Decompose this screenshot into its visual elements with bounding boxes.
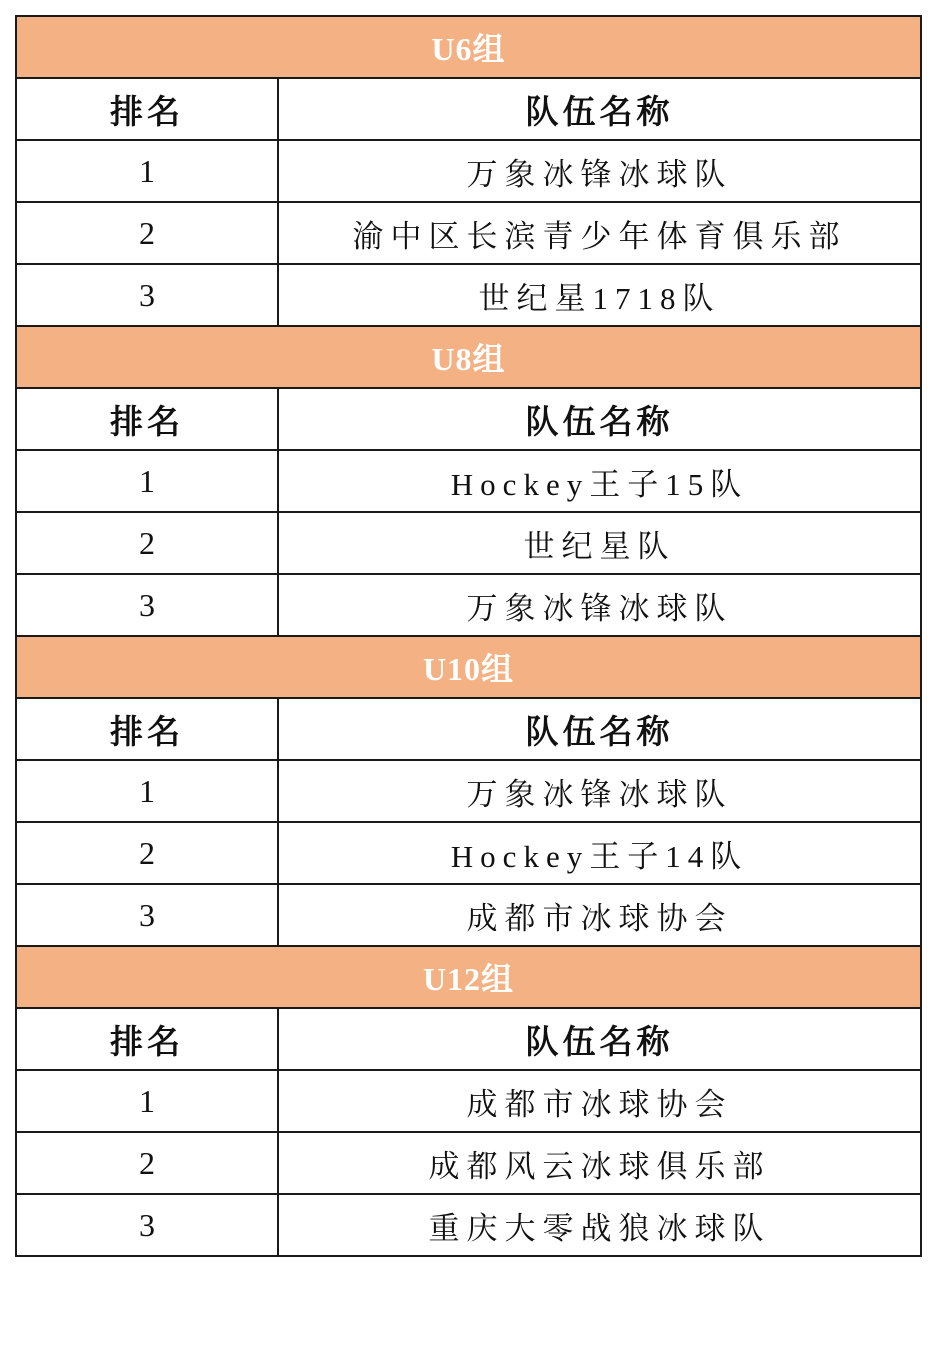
table-row [16, 202, 921, 264]
team-cell: 世纪星队 [278, 512, 921, 574]
group-header-row [16, 946, 921, 1008]
rank-column-header: 排名 [16, 698, 278, 760]
rank-cell: 3 [16, 884, 278, 946]
rank-column-header: 排名 [16, 388, 278, 450]
team-column-header: 队伍名称 [278, 1008, 921, 1070]
rank-cell: 2 [16, 1132, 278, 1194]
team-cell: 渝中区长滨青少年体育俱乐部 [278, 202, 921, 264]
rank-cell: 2 [16, 822, 278, 884]
table-row [16, 512, 921, 574]
rank-cell: 3 [16, 1194, 278, 1256]
group-title: U6组 [16, 16, 921, 78]
table-row [16, 264, 921, 326]
rank-column-header: 排名 [16, 78, 278, 140]
rank-cell: 2 [16, 202, 278, 264]
table-row [16, 1070, 921, 1132]
table-row [16, 760, 921, 822]
group-title: U12组 [16, 946, 921, 1008]
rank-cell: 3 [16, 264, 278, 326]
table-row [16, 450, 921, 512]
table-row [16, 574, 921, 636]
group-title: U8组 [16, 326, 921, 388]
group-header-row [16, 326, 921, 388]
team-cell: 成都风云冰球俱乐部 [278, 1132, 921, 1194]
rank-cell: 1 [16, 1070, 278, 1132]
table-row [16, 884, 921, 946]
team-cell: Hockey王子15队 [278, 450, 921, 512]
team-cell: 万象冰锋冰球队 [278, 760, 921, 822]
team-cell: 万象冰锋冰球队 [278, 574, 921, 636]
group-header-row [16, 636, 921, 698]
team-cell: 世纪星1718队 [278, 264, 921, 326]
group-title: U10组 [16, 636, 921, 698]
column-header-row [16, 1008, 921, 1070]
group-header-row [16, 16, 921, 78]
table-row [16, 1132, 921, 1194]
team-cell: 万象冰锋冰球队 [278, 140, 921, 202]
team-cell: Hockey王子14队 [278, 822, 921, 884]
team-column-header: 队伍名称 [278, 388, 921, 450]
team-cell: 成都市冰球协会 [278, 1070, 921, 1132]
table-row [16, 822, 921, 884]
rank-cell: 1 [16, 450, 278, 512]
team-column-header: 队伍名称 [278, 698, 921, 760]
column-header-row [16, 698, 921, 760]
column-header-row [16, 78, 921, 140]
rank-cell: 1 [16, 760, 278, 822]
table-row [16, 140, 921, 202]
rank-column-header: 排名 [16, 1008, 278, 1070]
results-table-container [15, 15, 920, 1257]
team-cell: 成都市冰球协会 [278, 884, 921, 946]
rank-cell: 2 [16, 512, 278, 574]
team-cell: 重庆大零战狼冰球队 [278, 1194, 921, 1256]
column-header-row [16, 388, 921, 450]
rank-cell: 1 [16, 140, 278, 202]
results-table [15, 15, 922, 1257]
rank-cell: 3 [16, 574, 278, 636]
team-column-header: 队伍名称 [278, 78, 921, 140]
table-row [16, 1194, 921, 1256]
